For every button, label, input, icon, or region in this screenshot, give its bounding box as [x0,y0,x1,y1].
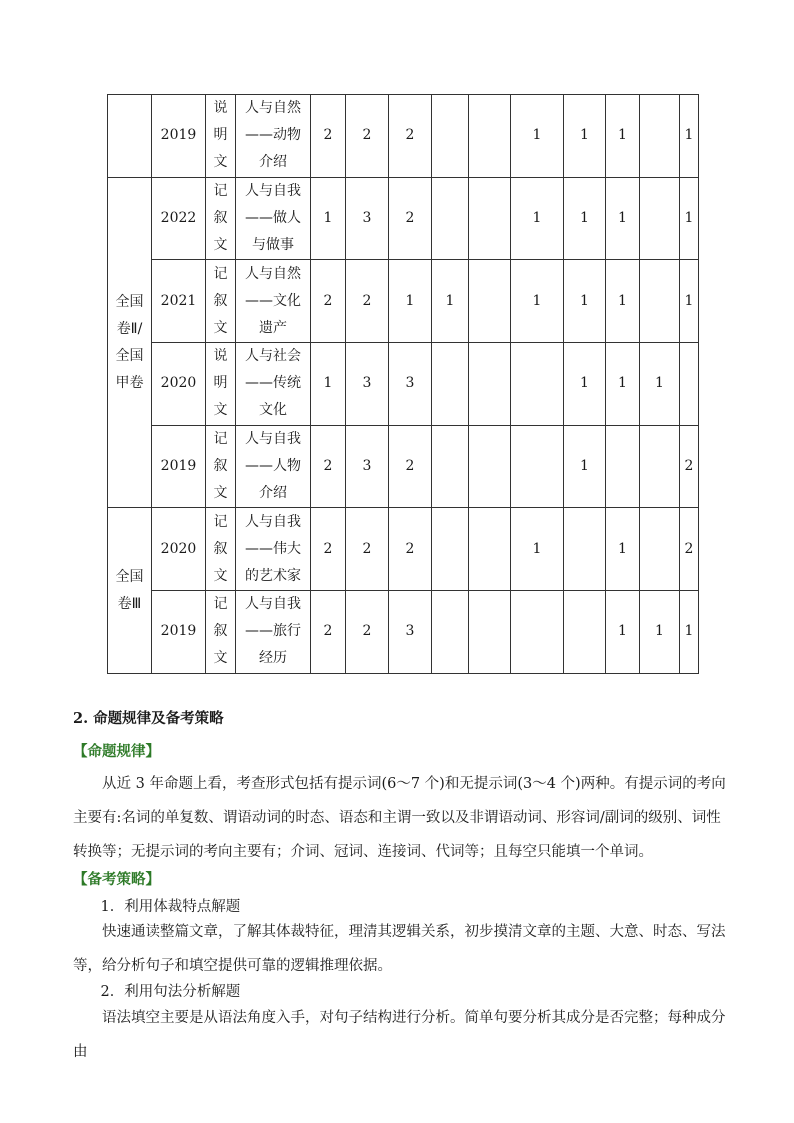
count-cell: 1 [389,260,432,343]
count-cell: 1 [640,343,680,426]
genre-char: 文 [213,485,228,502]
count-cell [469,508,511,591]
topic-cell [236,343,311,426]
count-cell: 2 [311,95,346,178]
genre-char: 说 [213,348,228,365]
year-cell: 2021 [152,260,206,343]
topic-line: 与做事 [252,237,294,254]
count-cell: 1 [564,343,606,426]
count-cell [432,95,469,178]
count-cell [640,95,680,178]
count-cell: 2 [311,591,346,674]
region-cell [108,95,152,178]
genre-cell [206,591,236,674]
table-row [108,95,749,178]
count-cell: 1 [606,95,640,178]
count-cell [432,343,469,426]
count-cell: 1 [511,508,564,591]
topic-cell [236,95,311,178]
table-row [108,343,749,426]
count-cell [469,343,511,426]
count-cell [469,591,511,674]
count-cell [432,591,469,674]
count-cell: 1 [564,425,606,508]
count-cell [564,591,606,674]
count-cell [469,177,511,260]
topic-line: 人与自然 [245,265,301,282]
count-cell: 1 [511,95,564,178]
section-title: 2. 命题规律及备考策略 [73,710,224,727]
topic-line: 人与自我 [245,513,301,530]
count-cell: 2 [346,95,389,178]
count-cell [432,508,469,591]
strategy-item-1-title: 1．利用体裁特点解题 [100,899,241,915]
count-cell: 2 [311,508,346,591]
exam-stats-table [107,94,749,674]
count-cell: 1 [311,177,346,260]
topic-cell [236,260,311,343]
genre-cell [206,425,236,508]
strategy-item-2-text: 语法填空主要是从语法角度入手，对句子结构进行分析。简单句要分析其成分是否完整；每种成分由 [73,1010,726,1060]
genre-cell [206,260,236,343]
genre-char: 文 [213,237,228,254]
topic-line: 介绍 [259,485,287,502]
count-cell: 1 [511,260,564,343]
count-cell: 1 [606,343,640,426]
table-row [108,177,749,260]
genre-char: 文 [213,402,228,419]
genre-char: 叙 [213,623,228,640]
count-cell: 2 [311,260,346,343]
count-cell: 1 [564,260,606,343]
count-cell: 1 [511,177,564,260]
count-cell [606,425,640,508]
count-cell [640,260,680,343]
genre-char: 文 [213,567,228,584]
count-cell: 1 [564,95,606,178]
count-cell: 1 [680,591,699,674]
topic-line: 人与社会 [245,348,301,365]
topic-line: 介绍 [259,154,287,171]
count-cell: 1 [606,591,640,674]
year-cell: 2019 [152,95,206,178]
region-cell: 全国 卷Ⅲ [108,508,152,673]
year-cell: 2020 [152,343,206,426]
genre-char: 记 [213,513,228,530]
count-cell: 2 [346,591,389,674]
genre-char: 文 [213,650,228,667]
count-cell: 3 [389,591,432,674]
genre-cell [206,508,236,591]
topic-line: 人与自我 [245,596,301,613]
count-cell [680,343,699,426]
strategy-item-1-text: 快速通读整篇文章，了解其体裁特征，理清其逻辑关系，初步摸清文章的主题、大意、时态、写法等，给分析句子和填空提供可靠的逻辑推理依据。 [73,924,726,974]
topic-line: 文化 [259,402,287,419]
strategy-item-2-title: 2．利用句法分析解题 [100,984,241,1000]
count-cell: 1 [680,95,699,178]
count-cell: 3 [346,343,389,426]
year-cell: 2019 [152,591,206,674]
strategy-label: 【备考策略】 [73,871,160,888]
topic-line: 的艺术家 [245,567,301,584]
topic-line: ——传统 [245,375,301,392]
genre-char: 记 [213,431,228,448]
rules-label: 【命题规律】 [73,743,160,760]
topic-line: ——人物 [245,458,301,475]
count-cell: 1 [606,508,640,591]
count-cell: 2 [680,425,699,508]
count-cell [469,95,511,178]
year-cell: 2022 [152,177,206,260]
count-cell [511,343,564,426]
genre-cell [206,177,236,260]
count-cell [640,508,680,591]
count-cell: 2 [346,260,389,343]
count-cell [469,425,511,508]
count-cell: 3 [389,343,432,426]
genre-char: 说 [213,100,228,117]
topic-line: ——伟大 [245,540,301,557]
year-cell: 2019 [152,425,206,508]
topic-line: ——文化 [245,292,301,309]
table-row [108,591,749,674]
count-cell [511,591,564,674]
count-cell: 1 [606,260,640,343]
topic-cell [236,508,311,591]
genre-char: 记 [213,596,228,613]
genre-char: 记 [213,183,228,200]
count-cell [511,425,564,508]
count-cell: 1 [680,177,699,260]
rules-paragraph: 从近 3 年命题上看，考查形式包括有提示词(6～7 个)和无提示词(3～4 个)两种。有提示词的考向主要有:名词的单复数、谓语动词的时态、语态和主谓一致以及非谓语动词、形容词/副词的级别、词性转换等；无提示词的考向主要有；介词、冠词、连接词、代词等；且每空只能填一个单词。 [73,776,726,860]
count-cell [432,177,469,260]
count-cell: 1 [432,260,469,343]
table-row [108,425,749,508]
genre-char: 叙 [213,458,228,475]
count-cell: 2 [389,95,432,178]
region-cell: 全国 卷Ⅱ/ 全国 甲卷 [108,177,152,508]
table-row [108,260,749,343]
genre-char: 叙 [213,210,228,227]
genre-char: 记 [213,265,228,282]
count-cell: 2 [389,508,432,591]
genre-char: 叙 [213,292,228,309]
count-cell: 2 [680,508,699,591]
genre-cell [206,95,236,178]
genre-char: 叙 [213,540,228,557]
genre-char: 明 [213,375,228,392]
topic-cell [236,177,311,260]
count-cell: 1 [606,177,640,260]
count-cell: 2 [311,425,346,508]
table-row [108,508,749,591]
topic-line: 人与自然 [245,100,301,117]
count-cell: 3 [346,425,389,508]
topic-line: 经历 [259,650,287,667]
topic-line: ——做人 [245,210,301,227]
year-cell: 2020 [152,508,206,591]
genre-char: 文 [213,319,228,336]
count-cell [564,508,606,591]
count-cell: 2 [389,425,432,508]
count-cell: 1 [564,177,606,260]
count-cell [640,425,680,508]
topic-cell [236,591,311,674]
topic-line: 人与自我 [245,183,301,200]
topic-line: ——旅行 [245,623,301,640]
topic-cell [236,425,311,508]
count-cell [432,425,469,508]
topic-line: 遗产 [259,319,287,336]
count-cell: 1 [640,591,680,674]
count-cell: 2 [346,508,389,591]
genre-char: 文 [213,154,228,171]
genre-char: 明 [213,127,228,144]
count-cell [469,260,511,343]
topic-line: ——动物 [245,127,301,144]
count-cell: 3 [346,177,389,260]
topic-line: 人与自我 [245,431,301,448]
count-cell: 2 [389,177,432,260]
count-cell: 1 [680,260,699,343]
count-cell [640,177,680,260]
genre-cell [206,343,236,426]
count-cell: 1 [311,343,346,426]
